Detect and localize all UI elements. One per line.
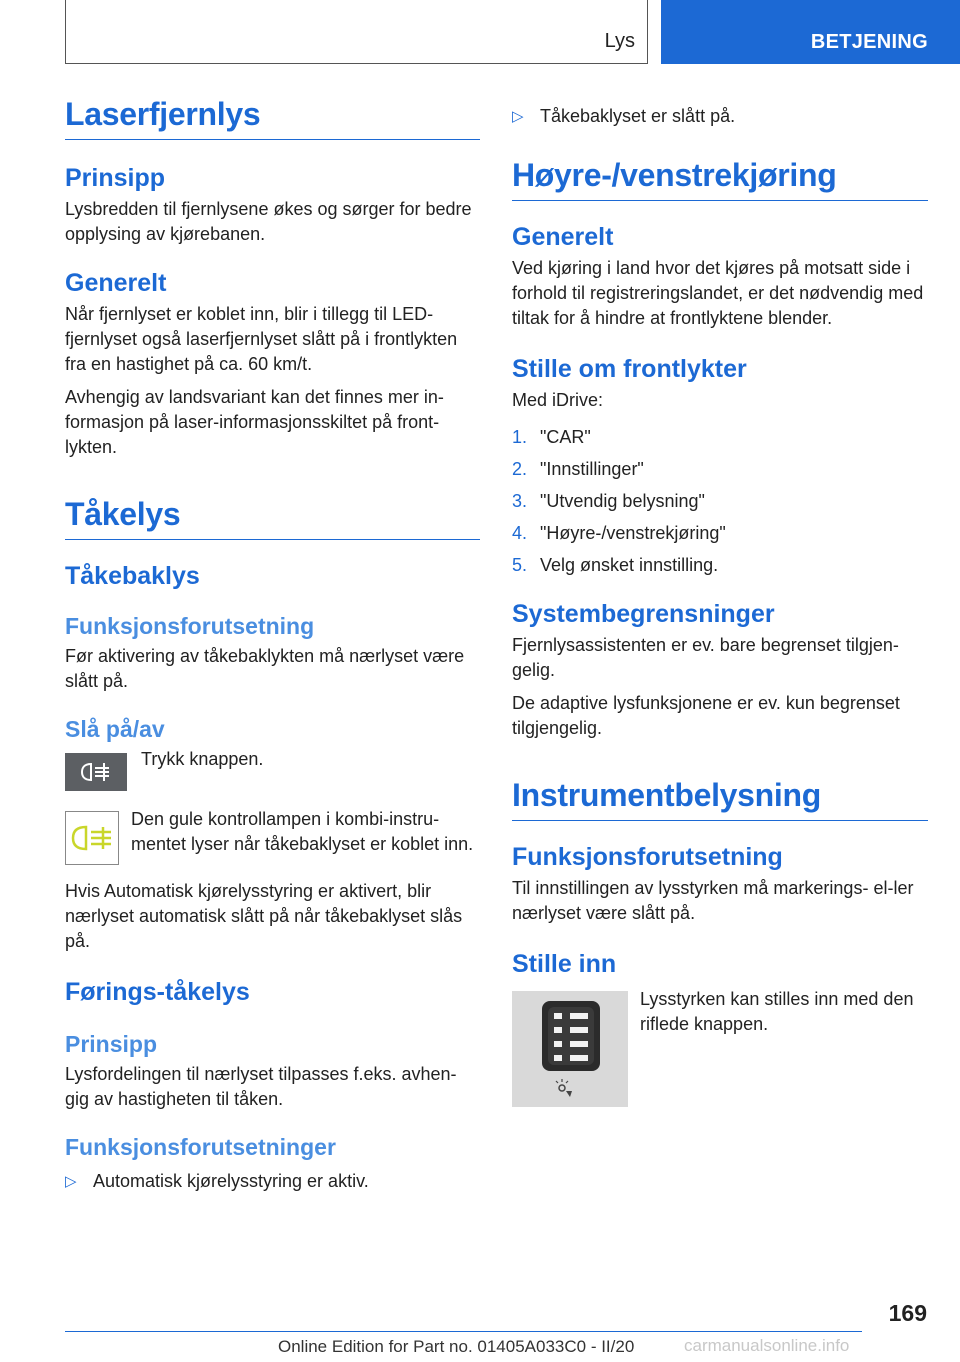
fog-condition-text: Før aktivering av tåkebaklykten må nærlyset være slått på. — [65, 646, 465, 691]
dimmer-knob-image — [512, 991, 628, 1107]
traffic-steps-list — [512, 425, 928, 578]
fog-lamp-text: Den gule kontrollampen i kombi-instru-mentet lyser når tåkebaklyset er koblet inn. — [131, 809, 474, 854]
list-item — [512, 521, 928, 546]
left-column — [65, 96, 480, 1194]
list-item — [512, 425, 928, 450]
step-text: Velg ønsket innstilling. — [540, 555, 719, 575]
header-section-box — [65, 0, 648, 64]
traffic-general-text: Ved kjøring i land hvor det kjøres på motsatt side i forhold til registreringslandet, er det nødvendig med tiltak for å hindre at frontlyktene blender. — [512, 258, 924, 328]
list-item — [512, 553, 928, 578]
fog-rear-heading: Tåkebaklys — [65, 562, 200, 590]
guide-condition-item — [512, 104, 928, 129]
fog-title: Tåkelys — [65, 496, 480, 540]
traffic-setup-intro: Med iDrive: — [512, 390, 604, 410]
instrument-adjust-heading: Stille inn — [512, 950, 617, 978]
step-number: 5. — [512, 555, 528, 575]
traffic-setup-heading: Stille om frontlykter — [512, 355, 747, 383]
header-chapter-tab — [661, 0, 960, 64]
right-column — [512, 104, 928, 1107]
step-text: "Høyre-/venstrekjøring" — [540, 523, 726, 543]
footer-watermark: carmanualsonline.info — [684, 1336, 850, 1355]
instrument-condition-text: Til innstillingen av lysstyrken må markerings- el-ler nærlyset være slått på. — [512, 878, 914, 923]
instrument-condition-heading: Funksjonsforutsetning — [512, 843, 783, 871]
traffic-limits-text-1: Fjernlysassistenten er ev. bare begrenset tilgjen-gelig. — [512, 635, 899, 680]
fog-lamp-row — [65, 811, 480, 865]
step-number: 3. — [512, 491, 528, 511]
header-section-title: Lys — [604, 30, 635, 52]
traffic-limits-text-2: De adaptive lysfunksjonene er ev. kun begrenset tilgjengelig. — [512, 693, 900, 738]
triangle-bullet-icon: ▷ — [65, 1173, 77, 1190]
page-number: 169 — [888, 1300, 927, 1326]
guide-principle-text: Lysfordelingen til nærlyset tilpasses f.eks. avhen-gig av hastigheten til tåken. — [65, 1064, 457, 1109]
instrument-adjust-row — [512, 991, 928, 1107]
fog-onoff-heading: Slå på/av — [65, 716, 165, 742]
laser-principle-text: Lysbredden til fjernlysene økes og sørger for bedre opplysing av kjørebanen. — [65, 199, 472, 244]
footer-divider — [65, 1331, 862, 1332]
traffic-limits-heading: Systembegrensninger — [512, 600, 775, 628]
instrument-adjust-text: Lysstyrken kan stilles inn med den riflede knappen. — [640, 989, 914, 1034]
instrument-title: Instrumentbelysning — [512, 777, 928, 821]
step-text: "Utvendig belysning" — [540, 491, 705, 511]
fog-button-text: Trykk knappen. — [141, 749, 264, 769]
guide-condition-1-text: Automatisk kjørelysstyring er aktiv. — [93, 1171, 369, 1191]
header-chapter-title: BETJENING — [810, 31, 928, 53]
laser-general-text-2: Avhengig av landsvariant kan det finnes mer in-formasjon på laser-informasjonsskiltet på front-lykten. — [65, 387, 444, 457]
fog-button-row — [65, 749, 480, 791]
traffic-general-heading: Generelt — [512, 223, 614, 251]
fog-auto-text: Hvis Automatisk kjørelysstyring er aktivert, blir nærlyset automatisk slått på når tåkebaklyset slås på. — [65, 881, 463, 951]
guide-conditions-heading: Funksjonsforutsetninger — [65, 1134, 336, 1160]
guide-principle-heading: Prinsipp — [65, 1031, 158, 1057]
rear-fog-indicator-icon — [65, 811, 119, 865]
guide-condition-2-text: Tåkebaklyset er slått på. — [540, 106, 736, 126]
rear-fog-button-icon — [65, 753, 127, 791]
step-number: 4. — [512, 523, 528, 543]
fog-condition-heading: Funksjonsforutsetning — [65, 613, 315, 639]
traffic-title: Høyre-/venstrekjøring — [512, 157, 928, 201]
triangle-bullet-icon: ▷ — [512, 108, 524, 125]
step-text: "Innstillinger" — [540, 459, 644, 479]
guide-condition-item — [65, 1169, 480, 1194]
footer-edition: Online Edition for Part no. 01405A033C0 - II/20 — [278, 1337, 635, 1356]
step-text: "CAR" — [540, 427, 591, 447]
laser-principle-heading: Prinsipp — [65, 164, 166, 192]
list-item — [512, 489, 928, 514]
guide-heading: Førings-tåkelys — [65, 978, 250, 1006]
step-number: 2. — [512, 459, 528, 479]
step-number: 1. — [512, 427, 528, 447]
list-item — [512, 457, 928, 482]
laser-general-heading: Generelt — [65, 269, 167, 297]
laser-general-text-1: Når fjernlyset er koblet inn, blir i tillegg til LED-fjernlyset også laserfjernlyset slått på i frontlykten fra en hastighet på ca. 60 km/t. — [65, 304, 458, 374]
laser-title: Laserfjernlys — [65, 96, 480, 140]
